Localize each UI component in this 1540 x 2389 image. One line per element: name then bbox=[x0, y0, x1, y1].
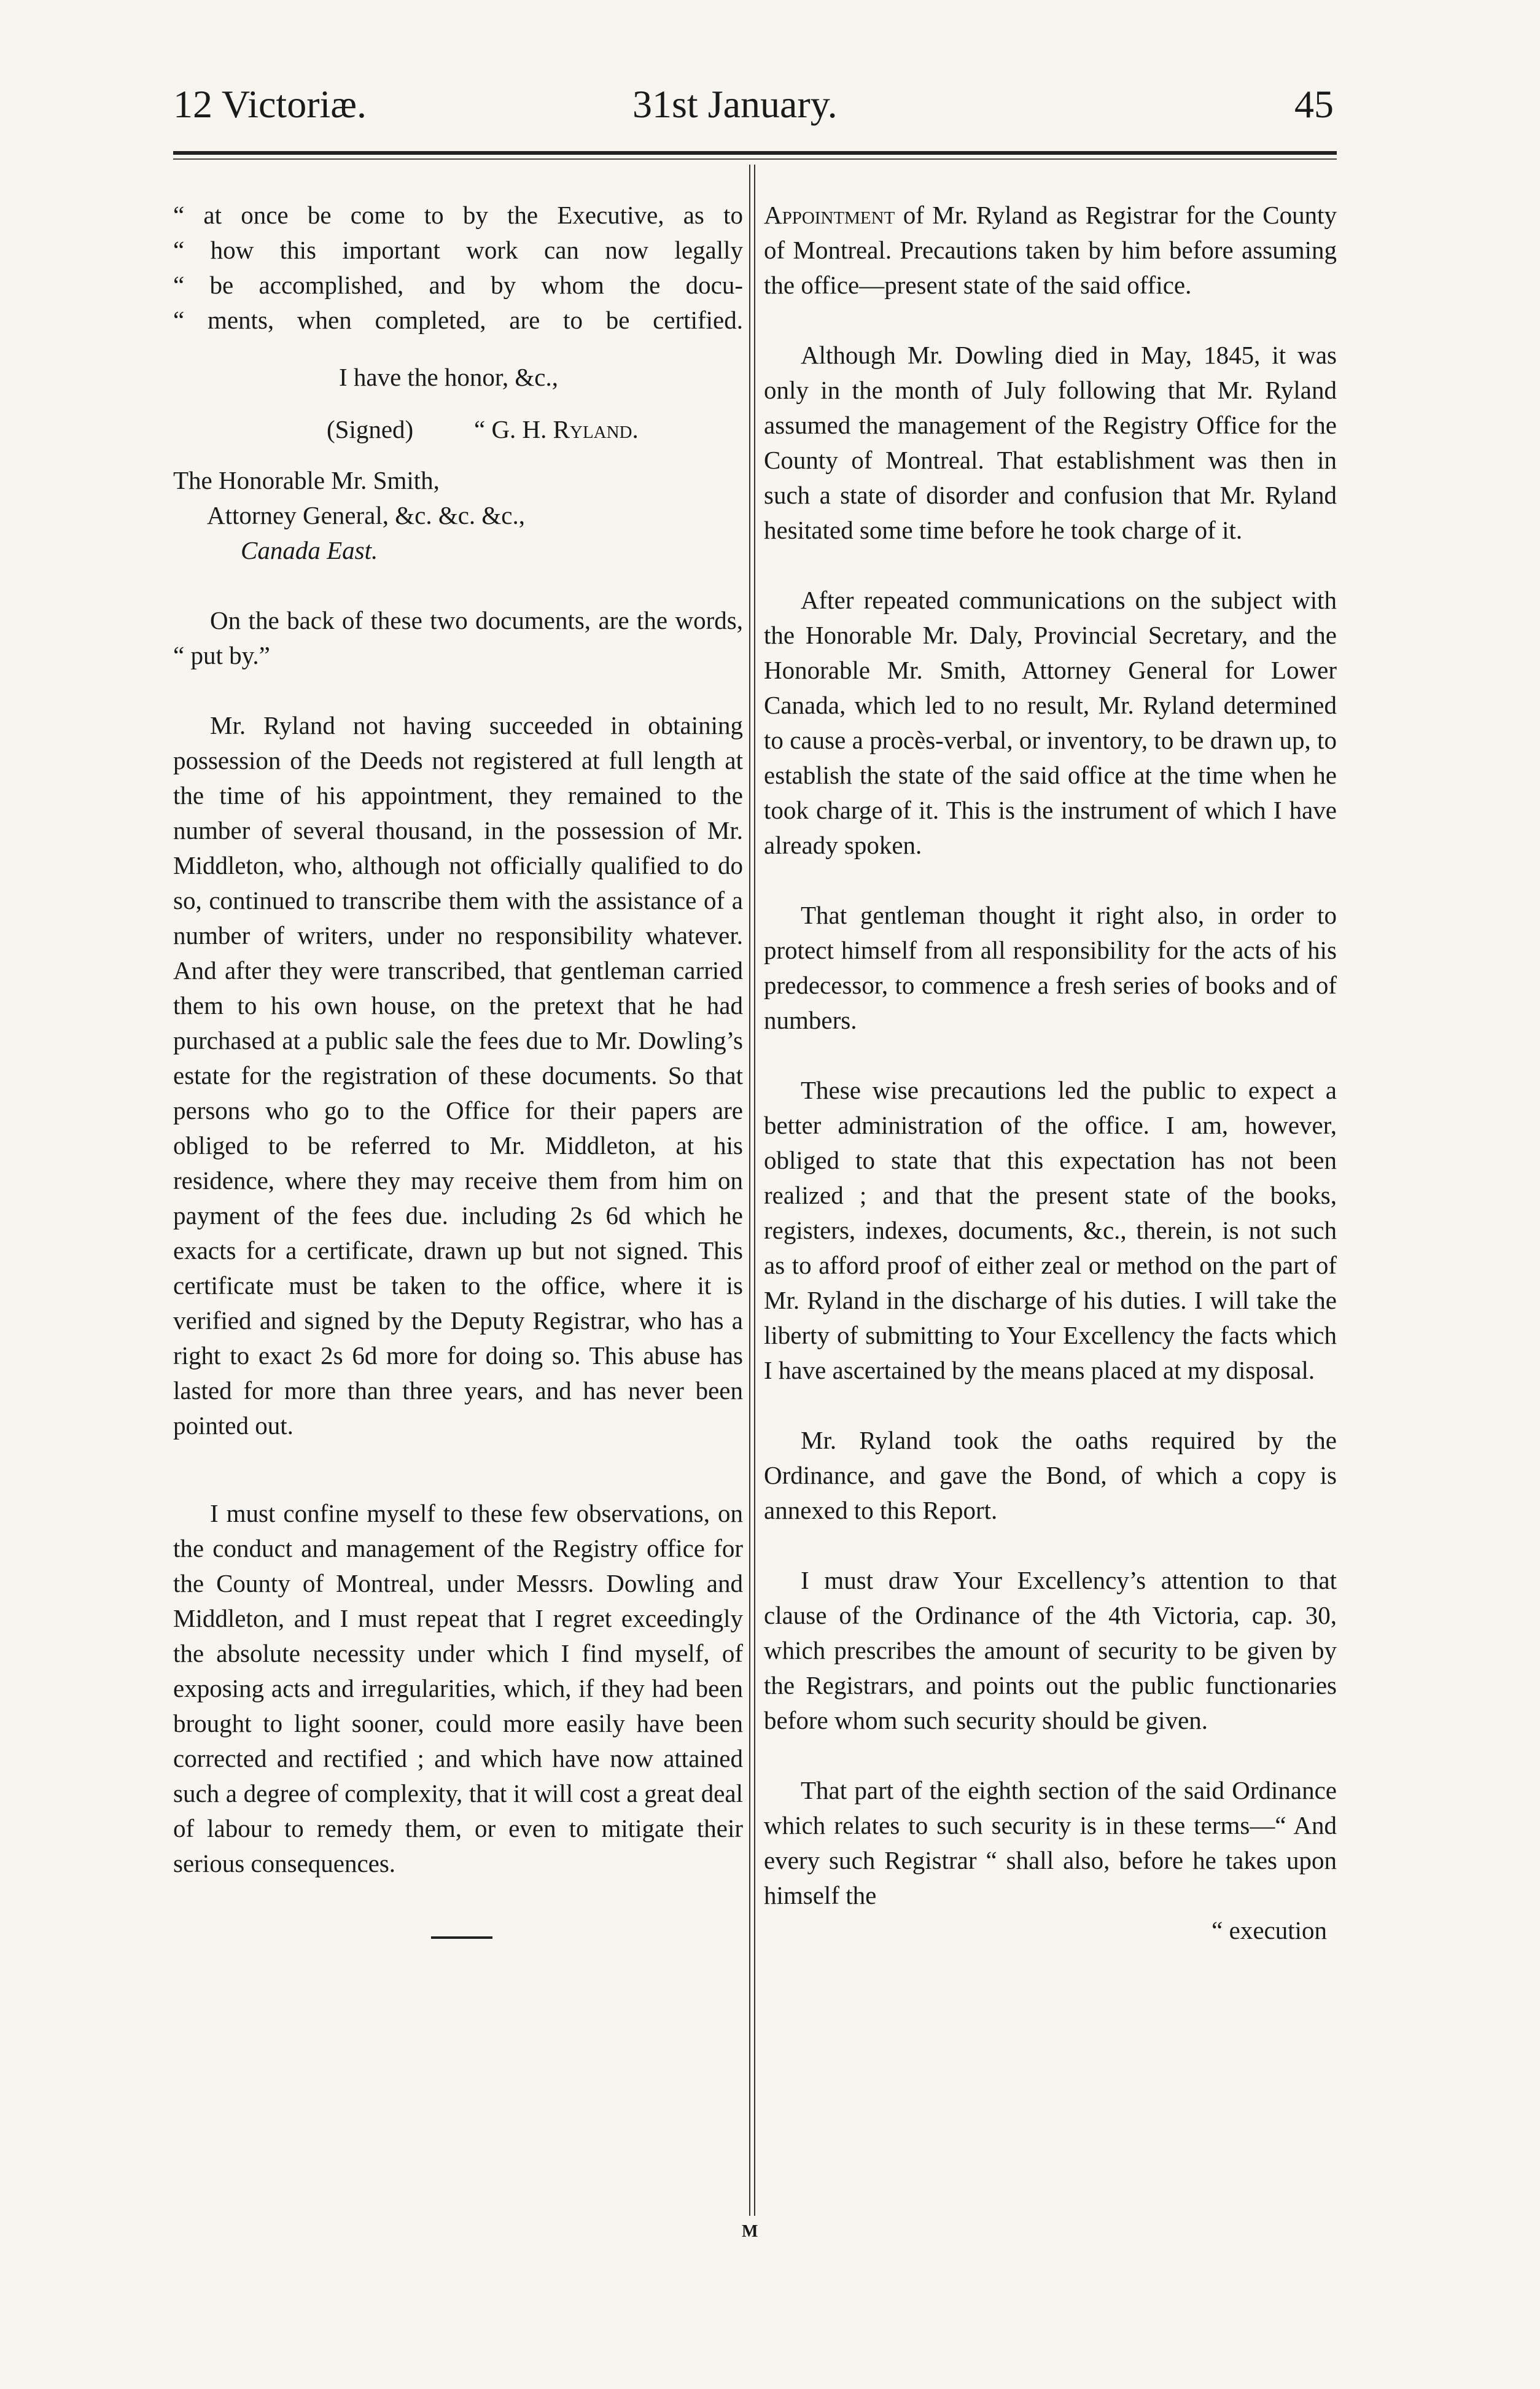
quote-line: “ ments, when completed, are to be certified. bbox=[173, 306, 743, 334]
signature-name: “ G. H. Ryland. bbox=[474, 415, 639, 443]
paragraph-confine-observations: I must confine myself to these few observations, on the conduct and management of the Registry office for the County of Montreal, under Messrs. Dowling and Middleton, and I must repeat that I regret exceedingly the absolute necessity under which I find myself, of exposing acts and irregularities, which, if they had been brought to light sooner, could more easily have been corrected and rectified ; and which have now attained such a degree of complexity, that it will cost a great deal of labour to remedy them, or even to mitigate their serious consequences. bbox=[173, 1499, 743, 1877]
signature-line bbox=[173, 412, 743, 447]
running-header-left: 12 Victoriæ. bbox=[173, 82, 367, 126]
letter-address bbox=[173, 463, 743, 568]
heading-text: of Mr. Ryland as Registrar for the County of Montreal. Precautions taken by him before assuming the office—present state of the said office. bbox=[764, 201, 1337, 299]
page-number: 45 bbox=[1294, 82, 1334, 126]
signed-label: (Signed) bbox=[327, 415, 414, 443]
section-end-rule bbox=[431, 1936, 492, 1939]
paragraph-after-communications: After repeated communications on the subject with the Honorable Mr. Daly, Provincial Secretary, and the Honorable Mr. Smith, Attorney General for Lower Canada, which led to no result, Mr. Ryland determined to cause a procès-verbal, or inventory, to be drawn up, to establish the state of the said office at the time when he took charge of it. This is the instrument of which I have already spoken. bbox=[764, 586, 1337, 859]
paragraph-precautions: These wise precautions led the public to expect a better administration of the office. I am, however, obliged to state that this expectation has not been realized ; and that the present state of the books, registers, indexes, documents, &c., therein, is not such as to afford proof of either zeal or method on the part of Mr. Ryland in the discharge of his duties. I will take the liberty of submitting to Your Excellency the facts which I have ascertained by the means placed at my disposal. bbox=[764, 1076, 1337, 1384]
quoted-letter-ending bbox=[173, 198, 743, 338]
quote-line: “ how this important work can now legally bbox=[173, 236, 743, 264]
quote-line: “ at once be come to by the Executive, as to bbox=[173, 201, 743, 229]
paragraph-oaths: Mr. Ryland took the oaths required by the Ordinance, and gave the Bond, of which a copy is annexed to this Report. bbox=[764, 1426, 1337, 1524]
paragraph-attention: I must draw Your Excellency’s attention to that clause of the Ordinance of the 4th Victoria, cap. 30, which prescribes the amount of security to be given by the Registrars, and points out the public functionaries before whom such security should be given. bbox=[764, 1566, 1337, 1734]
header-rule-thin bbox=[173, 158, 1337, 160]
address-line: Attorney General, &c. &c. &c., bbox=[207, 501, 526, 529]
heading-smallcaps: Appointment bbox=[764, 201, 895, 229]
marginal-heading bbox=[764, 198, 1337, 303]
header-rule-thick bbox=[173, 151, 1337, 155]
printer-signature-mark: M bbox=[742, 2222, 760, 2241]
running-header-date: 31st January. bbox=[632, 82, 838, 126]
right-column bbox=[764, 198, 1337, 1948]
left-column bbox=[173, 198, 743, 1939]
address-line: The Honorable Mr. Smith, bbox=[173, 466, 440, 494]
quote-line: “ be accomplished, and by whom the docu- bbox=[173, 271, 743, 299]
address-line: Canada East. bbox=[241, 536, 378, 564]
paragraph-eighth-section: That part of the eighth section of the said Ordinance which relates to such security is in these terms—“ And every such Registrar “ shall also, before he takes upon himself the bbox=[764, 1776, 1337, 1909]
column-divider bbox=[747, 165, 760, 2216]
paragraph-although: Although Mr. Dowling died in May, 1845, it was only in the month of July following that Mr. Ryland assumed the management of the Registry Office for the County of Montreal. That establishment was then in such a state of disorder and confusion that Mr. Ryland hesitated some time before he took charge of it. bbox=[764, 341, 1337, 544]
letter-closing: I have the honor, &c., bbox=[339, 363, 558, 391]
catchword: “ execution bbox=[1211, 1916, 1327, 1944]
paragraph-back-of-documents: On the back of these two documents, are the words, “ put by.” bbox=[173, 606, 743, 669]
paragraph-ryland-deeds: Mr. Ryland not having succeeded in obtaining possession of the Deeds not registered at full length at the time of his appointment, they remained to the number of several thousand, in the possession of Mr. Middleton, who, although not officially qualified to do so, continued to transcribe them with the assistance of a number of writers, under no responsibility whatever. And after they were transcribed, that gentleman carried them to his own house, on the pretext that he had purchased at a public sale the fees due to Mr. Dowling’s estate for the registration of these documents. So that persons who go to the Office for their papers are obliged to be referred to Mr. Middleton, at his residence, where they may receive them from him on payment of the fees due. including 2s 6d which he exacts for a certificate, drawn up but not signed. This certificate must be taken to the office, where it is verified and signed by the Deputy Registrar, who has a right to exact 2s 6d more for doing so. This abuse has lasted for more than three years, and has never been pointed out. bbox=[173, 711, 743, 1440]
paragraph-gentleman: That gentleman thought it right also, in order to protect himself from all responsibility for the acts of his predecessor, to commence a fresh series of books and of numbers. bbox=[764, 901, 1337, 1034]
